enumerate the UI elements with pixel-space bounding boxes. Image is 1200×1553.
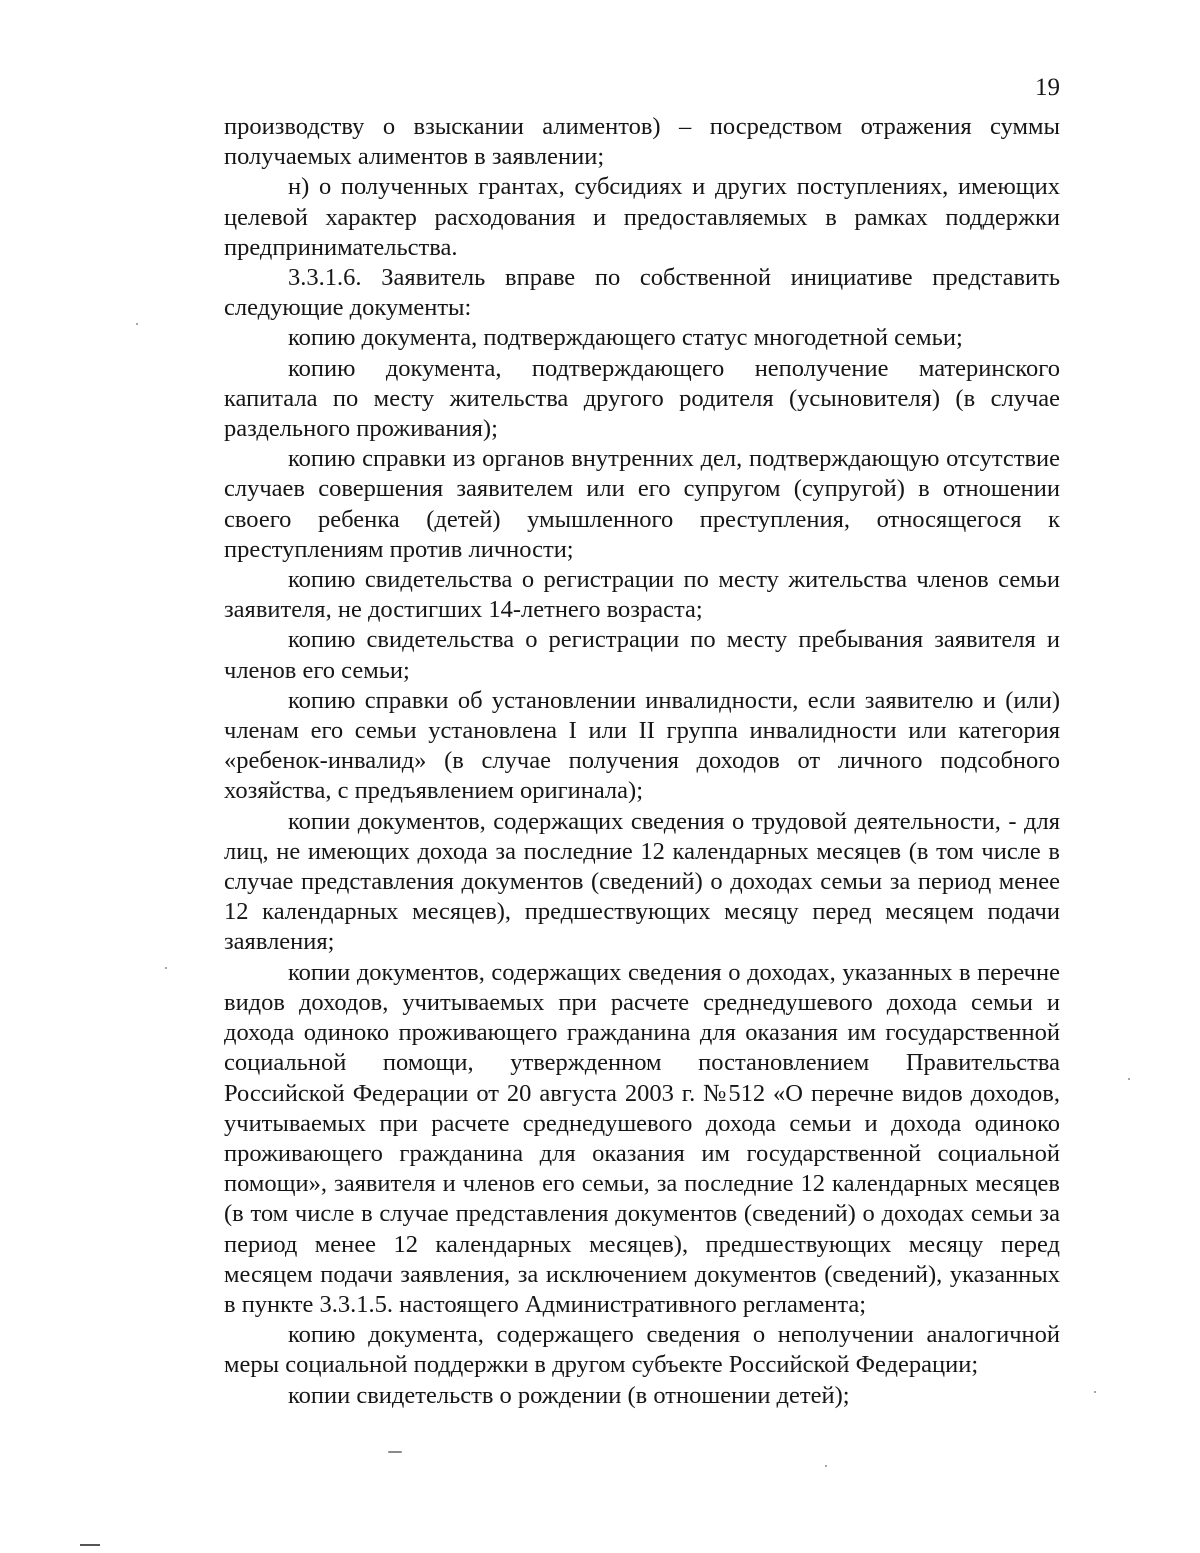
- paragraph-alimony-continuation: производству о взыскании алиментов) – посредством отражения суммы получаемых алиментов в заявлении;: [224, 113, 1060, 171]
- scan-speck: [825, 1465, 827, 1467]
- scan-speck: [165, 967, 167, 969]
- document-body: [224, 112, 1060, 1411]
- scan-speck: [1094, 1391, 1096, 1393]
- paragraph-maternity-capital: копию документа, подтверждающего неполучение материнского капитала по месту жительства другого родителя (усыновителя) (в случае раздельного проживания);: [224, 354, 1060, 443]
- paragraph-residence-registration: копию свидетельства о регистрации по месту жительства членов семьи заявителя, не достигших 14-летнего возраста;: [224, 566, 1060, 624]
- paragraph-section-3-3-1-6: 3.3.1.6. Заявитель вправе по собственной инициативе представить следующие документы:: [224, 264, 1060, 322]
- scan-edge-mark: [80, 1544, 100, 1546]
- paragraph-non-receipt-support: копию документа, содержащего сведения о неполучении аналогичной меры социальной поддержки в другом субъекте Российской Федерации;: [224, 1321, 1060, 1379]
- paragraph-birth-certificates: копии свидетельств о рождении (в отношении детей);: [288, 1381, 850, 1409]
- paragraph-stay-registration: копию свидетельства о регистрации по месту пребывания заявителя и членов его семьи;: [224, 626, 1060, 684]
- paragraph-large-family-status: копию документа, подтверждающего статус многодетной семьи;: [288, 324, 963, 352]
- paragraph-income-documents: копии документов, содержащих сведения о доходах, указанных в перечне видов доходов, учитываемых при расчете среднедушевого дохода семьи и дохода одиноко проживающего гражданина для оказания им государственной социальной помощи, утвержденном постановлением Правительства Российской Федерации от 20 августа 2003 г. №512 «О перечне видов доходов, учитываемых при расчете среднедушевого дохода семьи и дохода одиноко проживающего гражданина для оказания им государственной социальной помощи», заявителя и членов его семьи, за последние 12 календарных месяцев (в том числе в случае представления документов (сведений) о доходах семьи за период менее 12 календарных месяцев), предшествующих месяцу перед месяцем подачи заявления, за исключением документов (сведений), указанных в пункте 3.3.1.5. настоящего Административного регламента;: [224, 958, 1060, 1318]
- scan-speck: [1128, 1078, 1130, 1080]
- scan-speck: [388, 1451, 402, 1453]
- page-number: 19: [1035, 74, 1060, 101]
- scan-speck: [136, 323, 138, 325]
- paragraph-employment-records: копии документов, содержащих сведения о трудовой деятельности, - для лиц, не имеющих дохода за последние 12 календарных месяцев (в том числе в случае представления документов (сведений) о доходах семьи за период менее 12 календарных месяцев), предшествующих месяцу перед месяцем подачи заявления;: [224, 807, 1060, 956]
- paragraph-police-certificate: копию справки из органов внутренних дел, подтверждающую отсутствие случаев совершения заявителем или его супругом (супругой) в отношении своего ребенка (детей) умышленного преступления, относящегося к преступлениям против личности;: [224, 445, 1060, 563]
- paragraph-disability-certificate: копию справки об установлении инвалидности, если заявителю и (или) членам его семьи установлена I или II группа инвалидности или категория «ребенок-инвалид» (в случае получения доходов от личного подсобного хозяйства, с предъявлением оригинала);: [224, 686, 1060, 805]
- paragraph-grants: н) о полученных грантах, субсидиях и других поступлениях, имеющих целевой характер расходования и предоставляемых в рамках поддержки предпринимательства.: [224, 173, 1060, 261]
